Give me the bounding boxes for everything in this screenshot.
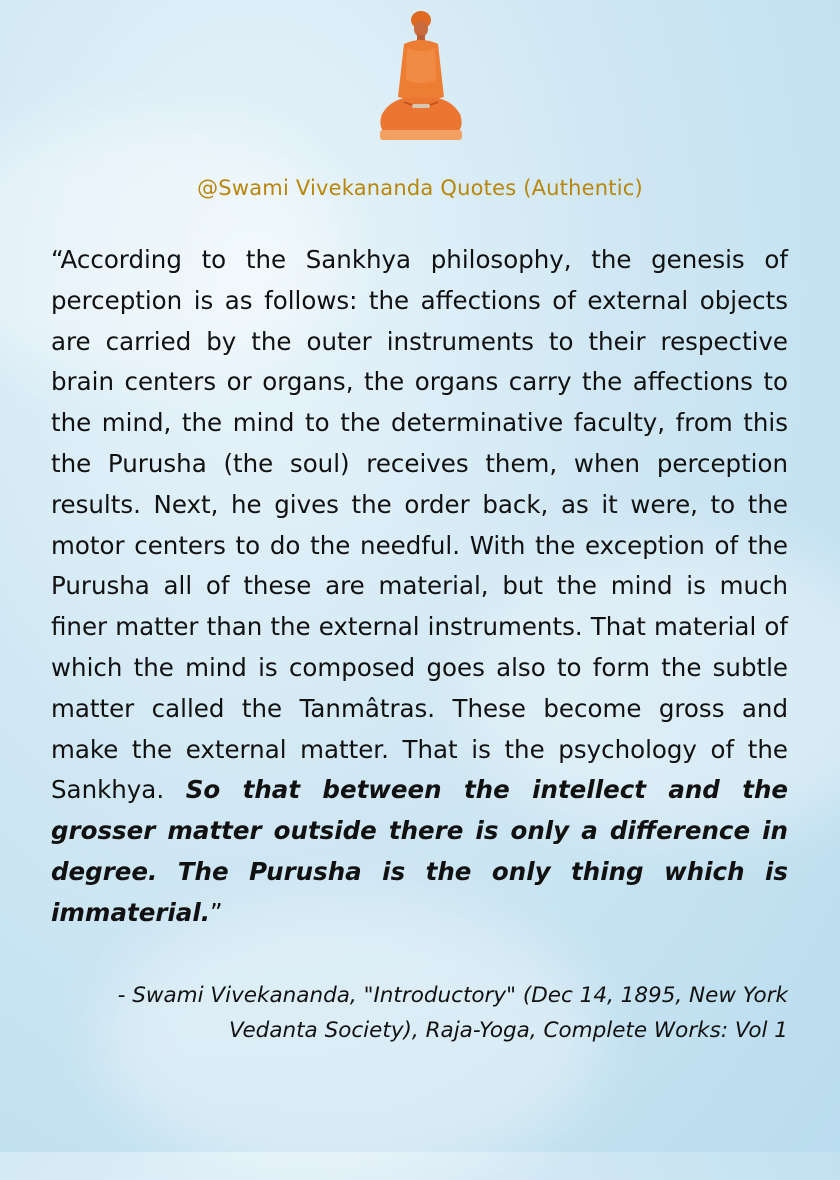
- quote-open-mark: “: [51, 245, 61, 274]
- citation-text: - Swami Vivekananda, "Introductory" (Dec 14, 1895, New York Vedanta Society), Raja-Yoga, Complete Works: Vol 1: [117, 983, 788, 1043]
- quote-emphasis: So that between the intellect and the grosser matter outside there is only a difference in degree. The Purusha is the only thing which is immaterial.: [51, 775, 789, 927]
- seated-monk-figure-image: [374, 2, 468, 142]
- quote-body: According to the Sankhya philosophy, the genesis of perception is as follows: the affections of external objects are carried by the outer instruments to their respective brain centers or organs, the organs carry the affections to the mind, the mind to the determinative faculty, from this the Purusha (the soul) receives them, when perception results. Next, he gives the order back, as it were, to the motor centers to do the needful. With the exception of the Purusha all of these are material, but the mind is much finer matter than the external instruments. That material of which the mind is composed goes also to form the subtle matter called the Tanmâtras. These become gross and make the external matter. That is the psychology of the Sankhya.: [51, 245, 788, 805]
- quote-text: [51, 240, 788, 934]
- page-handle-title: @Swami Vivekananda Quotes (Authentic): [197, 176, 643, 200]
- quote-close-mark: ”: [210, 897, 223, 927]
